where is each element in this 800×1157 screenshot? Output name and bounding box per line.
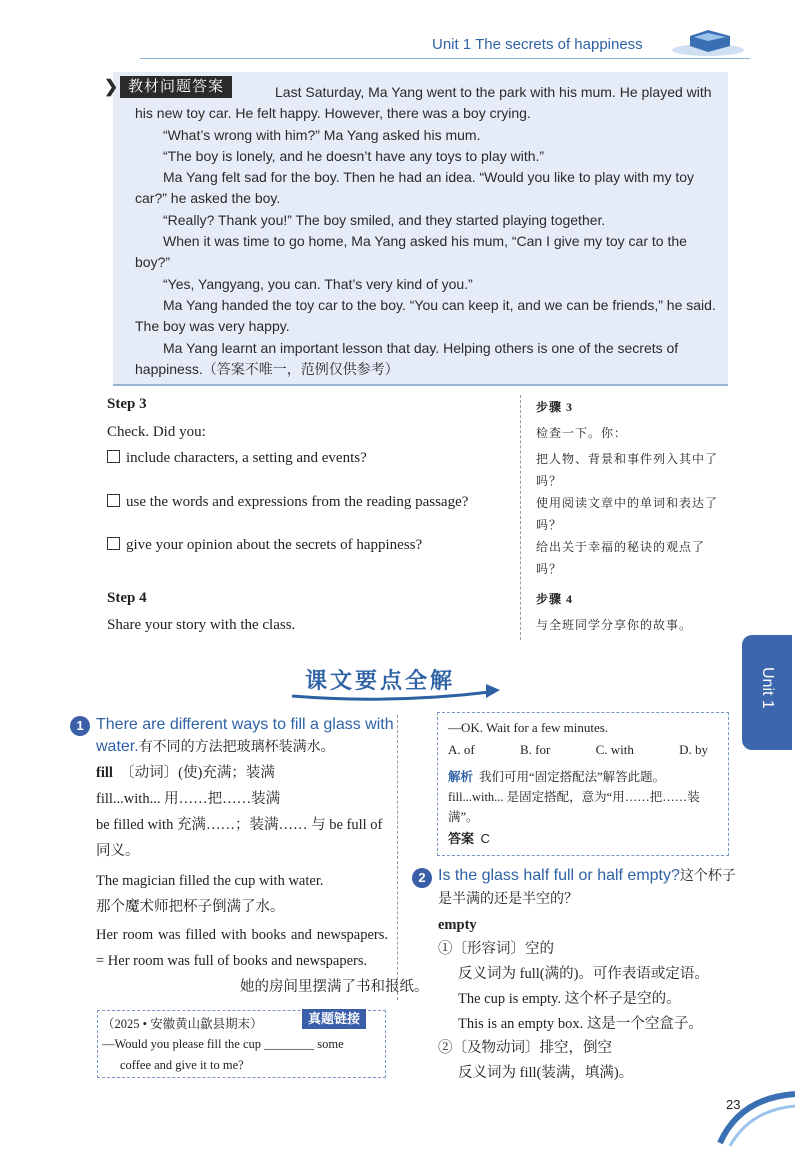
- story-paragraph: When it was time to go home, Ma Yang asked his mum, “Can I give my toy car to the boy?”: [135, 233, 687, 271]
- column-divider: [520, 395, 521, 640]
- answer-line: 答案 C: [448, 831, 490, 846]
- usage-line: fill...with... 用……把……装满: [96, 791, 281, 807]
- cn-check: 检查一下。你：: [536, 426, 628, 440]
- page-corner-icon: [700, 1088, 795, 1148]
- word-entry: empty: [438, 917, 477, 933]
- cn-step4-title: 步骤 4: [536, 592, 574, 606]
- header-rule: [140, 58, 750, 59]
- example-sentence: The magician filled the cup with water.: [96, 873, 324, 889]
- quiz-question: coffee and give it to me?: [120, 1058, 244, 1072]
- option[interactable]: A. of: [448, 742, 475, 757]
- cn-step3-title: 步骤 3: [536, 400, 574, 414]
- option[interactable]: D. by: [679, 742, 708, 757]
- checklist-item: give your opinion about the secrets of happiness?: [107, 537, 422, 554]
- unit-tab[interactable]: Unit 1: [742, 635, 792, 750]
- quiz-reply: —OK. Wait for a few minutes.: [448, 720, 609, 735]
- column-divider: [397, 715, 398, 1000]
- cn-item: 使用阅读文章中的单词和表达了吗？: [536, 496, 719, 532]
- step4-title: Step 4: [107, 590, 147, 606]
- story-paragraph: Ma Yang felt sad for the boy. Then he had an idea. “Would you like to play with my toy car?” he asked the boy.: [135, 169, 695, 207]
- cn-item: 把人物、背景和事件列入其中了吗？: [536, 452, 719, 488]
- story-paragraph: Ma Yang learnt an important lesson that day. Helping others is one of the secrets of happiness.（答案不唯一，范例仅供参考）: [135, 339, 679, 377]
- sense-line: 反义词为 fill(装满，填满)。: [458, 1065, 634, 1081]
- section-title: 课文要点全解: [305, 668, 456, 693]
- example-sentence: This is an empty box. 这是一个空盒子。: [458, 1016, 703, 1032]
- sense-line: 反义词为 full(满的)。可作表语或定语。: [458, 966, 709, 982]
- story-paragraph: Ma Yang handed the toy car to the boy. “You can keep it, and we can be friends,” he said. The boy was very happy.: [135, 296, 716, 335]
- step3-title: Step 3: [107, 396, 147, 412]
- step4-text: Share your story with the class.: [107, 617, 296, 633]
- checkbox[interactable]: [107, 450, 120, 463]
- cn-item: 给出关于幸福的秘诀的观点了吗？: [536, 540, 706, 576]
- point1-heading: There are different ways to fill a glass with water.有不同的方法把玻璃杯装满水。: [96, 716, 394, 755]
- checkbox[interactable]: [107, 494, 120, 507]
- point2-heading: Is the glass half full or half empty?这个杯子是半满的还是半空的？: [438, 867, 736, 907]
- point-number: 1: [70, 716, 90, 736]
- word-entry: fill 〔动词〕(使)充满；装满: [96, 765, 275, 781]
- example-sentence: Her room was filled with books and newspapers. = Her room was full of books and newspapers.: [96, 927, 388, 969]
- usage-line: be filled with 充满……；装满…… 与 be full of 同义。: [96, 817, 383, 859]
- checklist-item: include characters, a setting and events?: [107, 450, 367, 467]
- example-translation: 那个魔术师把杯子倒满了水。: [96, 899, 285, 915]
- checklist-item: use the words and expressions from the reading passage?: [107, 494, 468, 511]
- option[interactable]: C. with: [595, 742, 634, 757]
- point-number: 2: [412, 868, 432, 888]
- quiz-source: （2025 • 安徽黄山歙县期末）: [102, 1017, 263, 1031]
- story-paragraph: “Really? Thank you!” The boy smiled, and they started playing together.: [163, 211, 606, 228]
- story-paragraph: Last Saturday, Ma Yang went to the park with his mum. He played with his new toy car. He felt happy. However, there was a boy crying.: [135, 84, 712, 122]
- example-translation: 她的房间里摆满了书和报纸。: [240, 979, 429, 995]
- arrow-icon: ❯: [104, 77, 119, 96]
- sense-line: ②〔及物动词〕排空，倒空: [438, 1040, 612, 1056]
- story-paragraph: “What’s wrong with him?” Ma Yang asked his mum.: [163, 126, 481, 143]
- quiz-badge: 真题链接: [302, 1009, 366, 1029]
- quiz-options: [448, 738, 708, 762]
- story-paragraph: “The boy is lonely, and he doesn’t have any toys to play with.”: [163, 147, 545, 164]
- step3-check: Check. Did you:: [107, 424, 206, 440]
- answer-tag: 教材问题答案: [120, 76, 232, 98]
- quiz-question: —Would you please fill the cup ________ some: [102, 1037, 344, 1051]
- running-header: Unit 1 The secrets of happiness: [432, 36, 643, 53]
- option[interactable]: B. for: [519, 742, 551, 757]
- page-number: 23: [726, 1097, 741, 1112]
- book-stack-icon: [668, 28, 748, 58]
- cn-step4-text: 与全班同学分享你的故事。: [536, 618, 693, 632]
- example-sentence: The cup is empty. 这个杯子是空的。: [458, 991, 681, 1007]
- story-paragraph: “Yes, Yangyang, you can. That’s very kind of you.”: [163, 275, 473, 292]
- story-text: [135, 82, 725, 380]
- sense-line: ①〔形容词〕空的: [438, 941, 554, 957]
- checkbox[interactable]: [107, 537, 120, 550]
- analysis: 解析 我们可用“固定搭配法”解答此题。fill...with... 是固定搭配，意为“用……把……装满”。: [448, 770, 700, 824]
